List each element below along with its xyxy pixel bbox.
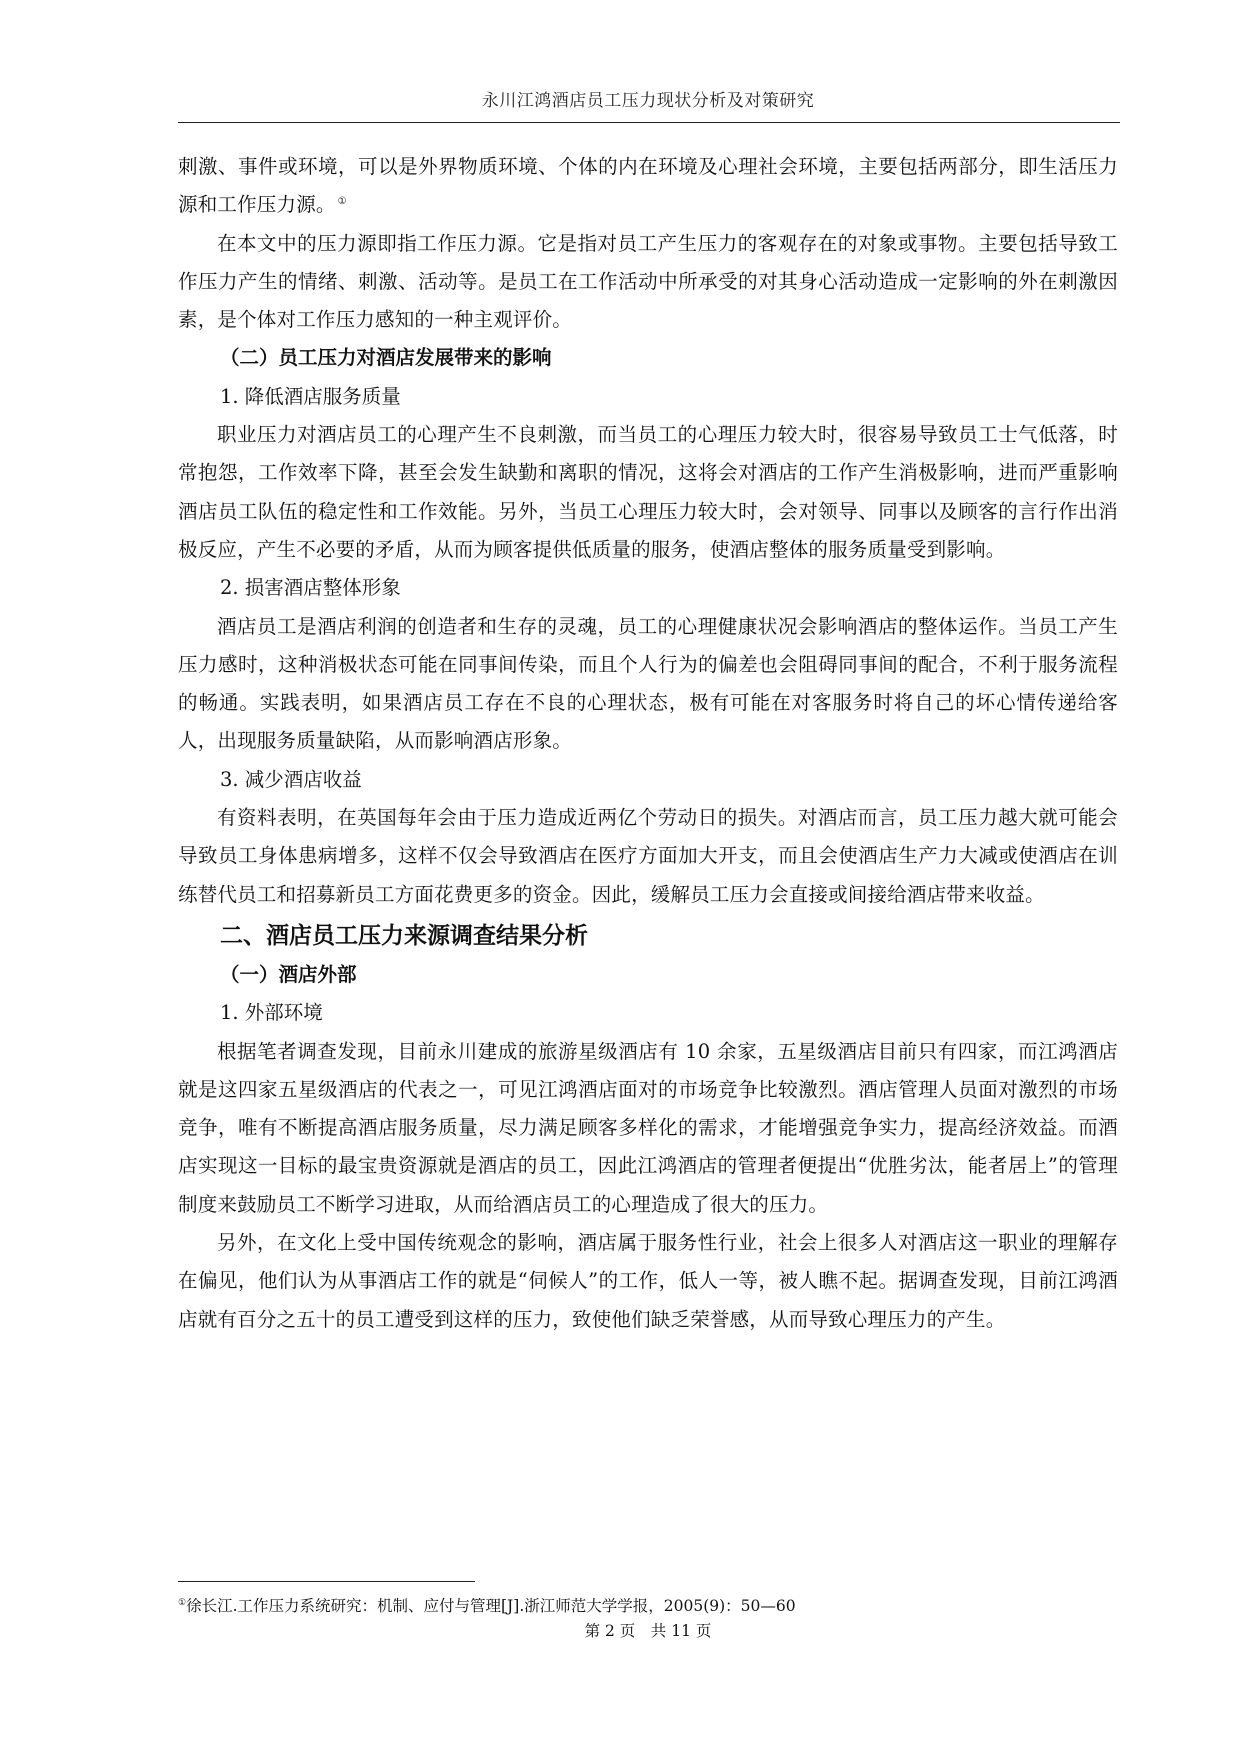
footnote-text: 徐长江.工作压力系统研究：机制、应付与管理[J].浙江师范大学学报，2005(9)：50—60 xyxy=(186,1597,796,1615)
item-heading-3: 3. 减少酒店收益 xyxy=(220,767,362,791)
paragraph-1-text: 刺激、事件或环境，可以是外界物质环境、个体的内在环境及心理社会环境，主要包括两部分，即生活压力源和工作压力源。 xyxy=(178,155,1118,217)
paragraph-3: 职业压力对酒店员工的心理产生不良刺激，而当员工的心理压力较大时，很容易导致员工士气低落，时常抱怨，工作效率下降，甚至会发生缺勤和离职的情况，这将会对酒店的工作产生消极影响，进而严重影响酒店员工队伍的稳定性和工作效能。另外，当员工心理压力较大时，会对领导、同事以及顾客的言行作出消极反应，产生不必要的矛盾，从而为顾客提供低质量的服务，使酒店整体的服务质量受到影响。 xyxy=(178,423,1118,561)
item-heading-1: 1. 降低酒店服务质量 xyxy=(220,384,401,408)
paragraph-5: 有资料表明，在英国每年会由于压力造成近两亿个劳动日的损失。对酒店而言，员工压力越大就可能会导致员工身体患病增多，这样不仅会导致酒店在医疗方面加大开支，而且会使酒店生产力大减或使酒店在训练替代员工和招募新员工方面花费更多的资金。因此，缓解员工压力会直接或间接给酒店带来收益。 xyxy=(178,806,1118,906)
item-heading-external: 1. 外部环境 xyxy=(220,1001,323,1025)
subsection-heading-2: （二）员工压力对酒店发展带来的影响 xyxy=(220,346,552,370)
item-heading-2: 2. 损害酒店整体形象 xyxy=(220,576,401,600)
footnote-marker: ① xyxy=(178,1597,187,1608)
running-header: 永川江鸿酒店员工压力现状分析及对策研究 xyxy=(481,91,815,111)
paragraph-1 xyxy=(178,148,1118,225)
footnote-reference[interactable]: ① xyxy=(337,195,347,207)
subsection-heading-1: （一）酒店外部 xyxy=(220,962,357,986)
paragraph-7: 另外，在文化上受中国传统观念的影响，酒店属于服务性行业，社会上很多人对酒店这一职业的理解存在偏见，他们认为从事酒店工作的就是“伺候人”的工作，低人一等，被人瞧不起。据调查发现，目前江鸿酒店就有百分之五十的员工遭受到这样的压力，致使他们缺乏荣誉感，从而导致心理压力的产生。 xyxy=(178,1231,1118,1331)
paragraph-6: 根据笔者调查发现，目前永川建成的旅游星级酒店有 10 余家，五星级酒店目前只有四家，而江鸿酒店就是这四家五星级酒店的代表之一，可见江鸿酒店面对的市场竞争比较激烈。酒店管理人员面对激烈的市场竞争，唯有不断提高酒店服务质量，尽力满足顾客多样化的需求，才能增强竞争实力，提高经济效益。而酒店实现这一目标的最宝贵资源就是酒店的员工，因此江鸿酒店的管理者便提出“优胜劣汰，能者居上”的管理制度来鼓励员工不断学习进取，从而给酒店员工的心理造成了很大的压力。 xyxy=(178,1039,1118,1216)
section-heading-2: 二、酒店员工压力来源调查结果分析 xyxy=(220,922,588,949)
footnote xyxy=(178,1595,1118,1617)
header-rule xyxy=(178,122,1120,123)
paragraph-4: 酒店员工是酒店利润的创造者和生存的灵魂，员工的心理健康状况会影响酒店的整体运作。当员工产生压力感时，这种消极状态可能在同事间传染，而且个人行为的偏差也会阻碍同事间的配合，不利于服务流程的畅通。实践表明，如果酒店员工存在不良的心理状态，极有可能在对客服务时将自己的坏心情传递给客人，出现服务质量缺陷，从而影响酒店形象。 xyxy=(178,614,1118,753)
paragraph-2: 在本文中的压力源即指工作压力源。它是指对员工产生压力的客观存在的对象或事物。主要包括导致工作压力产生的情绪、刺激、活动等。是员工在工作活动中所承受的对其身心活动造成一定影响的外在刺激因素，是个体对工作压力感知的一种主观评价。 xyxy=(178,231,1118,332)
footnote-rule xyxy=(178,1581,475,1582)
page-number: 第 2 页 共 11 页 xyxy=(584,1622,712,1640)
document-body xyxy=(178,148,1118,1339)
